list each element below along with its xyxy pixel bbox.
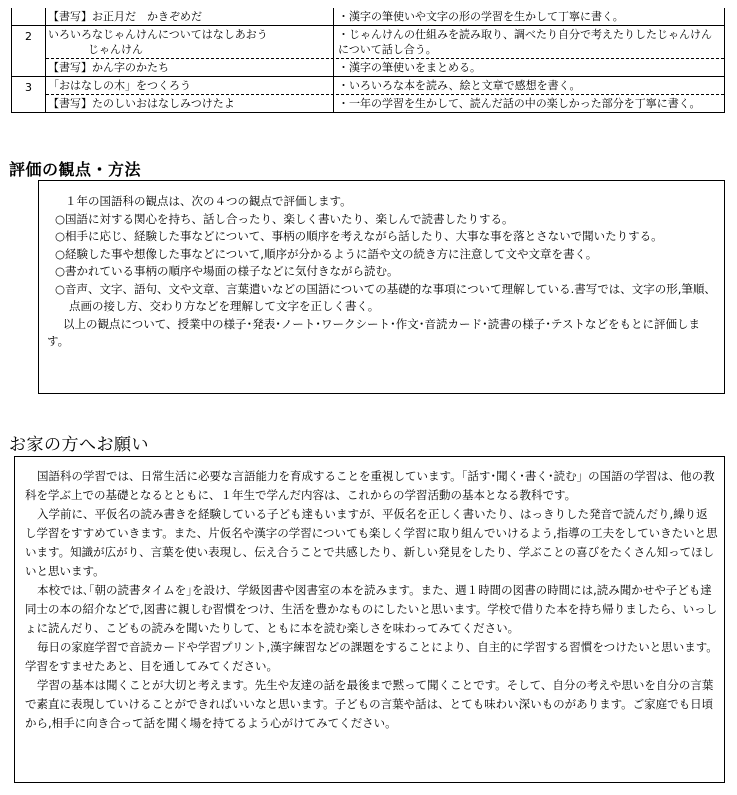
unit-title — [46, 59, 334, 76]
study-plan-table — [11, 8, 725, 113]
row-content — [46, 26, 724, 76]
table-row — [12, 8, 724, 25]
table-subrow — [46, 26, 724, 58]
evaluation-item: ○経験した事や想像した事などについて,順序が分かるように語や文の続き方に注意して文や文章を書く。 — [55, 246, 598, 261]
table-subrow — [46, 8, 724, 25]
unit-title — [46, 26, 334, 58]
evaluation-closing: 以上の観点について、授業中の様子･発表･ノート･ワークシート･作文･音読カード･読書の様子･テストなどをもとに評価します。 — [47, 316, 700, 348]
unit-description: ・漢字の筆使いをまとめる。 — [338, 61, 481, 74]
row-content — [46, 77, 724, 112]
table-row — [12, 76, 724, 112]
unit-title-line: 【書写】かん字のかたち — [48, 61, 169, 74]
unit-description: ・いろいろな本を読み、絵と文章で感想を書く。 — [338, 79, 581, 92]
request-paragraph: 国語科の学習では、日常生活に必要な言語能力を育成することを重視しています。「話す･聞く･書く･読む」の国語の学習は、他の教科を学ぶ上での基礎となるとともに、１年生で学んだ内容は、これからの学習活動の基本となる教科です。 — [25, 469, 715, 502]
request-box — [14, 456, 725, 783]
unit-description: ・一年の学習を生かして、読んだ話の中の楽しかった部分を丁寧に書く。 — [338, 97, 701, 110]
unit-title — [46, 8, 334, 25]
unit-description: ・漢字の筆使いや文字の形の学習を生かして丁寧に書く。 — [338, 10, 624, 23]
unit-title-line: じゃんけん — [88, 43, 143, 56]
request-paragraph: 学習の基本は聞くことが大切と考えます。先生や友達の話を最後まで黙って聞くことです。そして、自分の考えや思いを自分の言葉で素直に表現していけることができればいいなと思います。子どもの言葉や話は、とても味わい深いものがあります。ご家庭でも日頃から,相手に向き合って話を聞く場を持てるよう心がけてみてください。 — [25, 678, 714, 730]
unit-title-line: 【書写】お正月だ かきぞめだ — [48, 10, 202, 23]
unit-title-line: 【書写】たのしいおはなしみつけたよ — [48, 97, 235, 110]
unit-title — [46, 77, 334, 94]
evaluation-heading: 評価の観点・方法 — [9, 160, 142, 179]
unit-title-line: 「おはなしの木」をつくろう — [48, 79, 191, 92]
request-heading: お家の方へお願い — [9, 435, 149, 455]
lesson-number: 3 — [12, 77, 46, 112]
table-subrow — [46, 77, 724, 94]
evaluation-box — [38, 180, 725, 394]
table-subrow — [46, 58, 724, 76]
request-paragraph: 毎日の家庭学習で音読カードや学習プリント,漢字練習などの課題をすることにより、自主的に学習する習慣をつけたいと思います。学習をすませたあと、目を通してみてください。 — [25, 640, 718, 673]
table-subrow — [46, 94, 724, 112]
evaluation-item: ○音声、文字、語句、文や文章、言葉遣いなどの国語についての基礎的な事項について理解している.書写では、文字の形,筆順、点画の接し方、交わり方などを理解して文字を正しく書く。 — [55, 281, 716, 313]
evaluation-item: ○相手に応じ、経験した事などについて、事柄の順序を考えながら話したり、大事な事を落とさないで聞いたりする。 — [55, 229, 663, 243]
lesson-number: 2 — [12, 26, 46, 76]
request-paragraph: 本校では､｢朝の読書タイムを｣を設け、学級図書や図書室の本を読みます。また、週１時間の図書の時間には,読み聞かせや子ども達同士の本の紹介などで,図書に親しむ習慣をつけ、生活を豊かなものにしたいと思います。学校で借りた本を持ち帰りましたら、いっしょに読んだり、こどもの読みを聞いたりして、ともに本を読む楽しさを味わってみてください。 — [25, 583, 718, 635]
unit-title-line: いろいろなじゃんけんについてはなしあおう — [48, 28, 268, 41]
evaluation-item: ○国語に対する関心を持ち、話し合ったり、楽しく書いたり、楽しんで読書したりする。 — [55, 211, 514, 226]
request-paragraph: 入学前に、平仮名の読み書きを経験している子ども達もいますが、平仮名を正しく書いたり、はっきりした発音で読んだり,繰り返し学習をすすめていきます。また、片仮名や漢字の学習についても楽しく学習に取り組んでいけるよう,指導の工夫をしていきたいと思います。知識が広がり、言葉を使い表現し、伝え合うことで共感したり、新しい発見をしたり、学ぶことの喜びをたくさん知ってほしいと思います。 — [25, 507, 718, 578]
table-row — [12, 25, 724, 76]
unit-description: ・じゃんけんの仕組みを読み取り、調べたり自分で考えたりしたじゃんけんについて話し合う。 — [338, 28, 712, 56]
row-content — [46, 8, 724, 25]
evaluation-intro: １年の国語科の観点は、次の４つの観点で評価します。 — [65, 194, 352, 208]
evaluation-item: ○書かれている事柄の順序や場面の様子などに気付きながら読む。 — [55, 264, 399, 278]
lesson-number — [12, 8, 46, 25]
unit-title — [46, 95, 334, 112]
